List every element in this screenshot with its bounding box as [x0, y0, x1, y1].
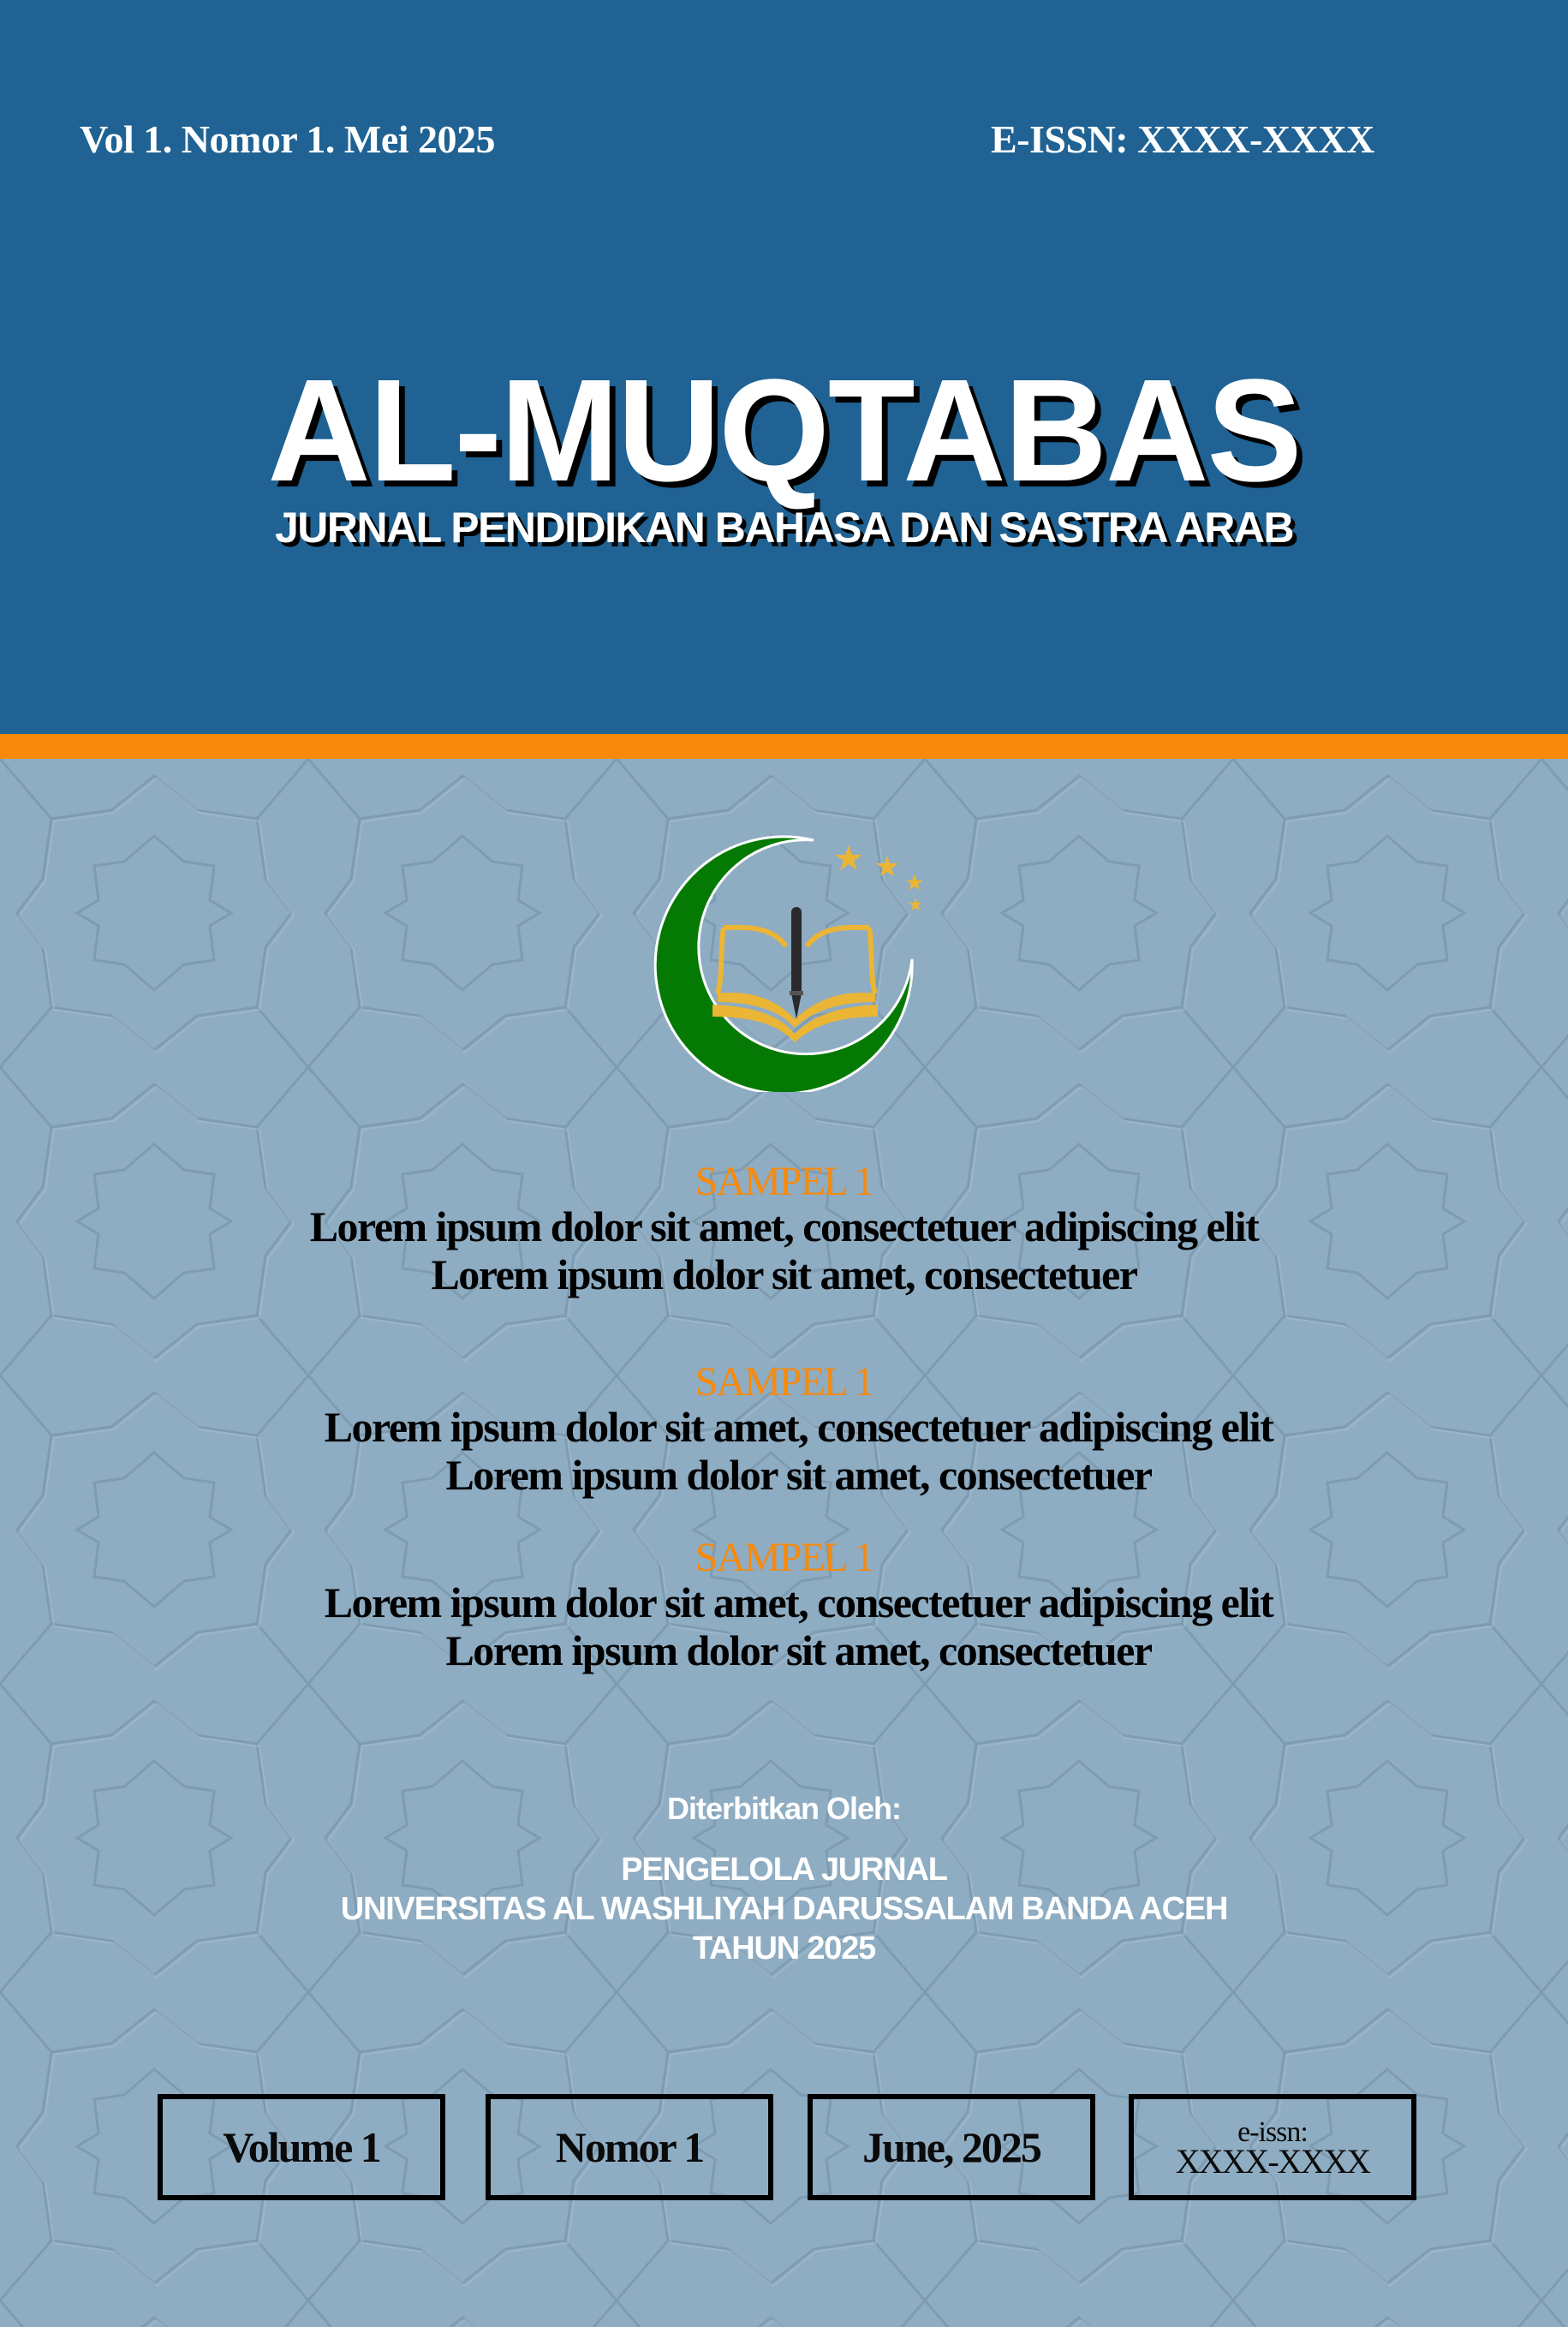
volume-text: Volume 1 [223, 2123, 380, 2171]
publisher-block [0, 1850, 1568, 1968]
article-entry [0, 1359, 1568, 1499]
article-entry [0, 1161, 1568, 1298]
journal-title: AL-MUQTABAS [267, 349, 1301, 512]
publisher-line: PENGELOLA JURNAL [621, 1852, 947, 1888]
article-entry [0, 1537, 1568, 1674]
number-text: Nomor 1 [555, 2123, 704, 2171]
article-title-line: Lorem ipsum dolor sit amet, consectetuer adipiscing elit [324, 1403, 1273, 1451]
publisher-label: Diterbitkan Oleh: [666, 1791, 902, 1826]
publisher-line: UNIVERSITAS AL WASHLIYAH DARUSSALAM BANDA ACEH [340, 1891, 1228, 1927]
crescent-book-pen-stars-icon [651, 826, 925, 1092]
issn-info: E-ISSN: XXXX-XXXX [991, 117, 1374, 161]
article-label: SAMPEL 1 [695, 1535, 873, 1580]
volume-box [158, 2094, 445, 2200]
article-title-line: Lorem ipsum dolor sit amet, consectetuer [445, 1626, 1152, 1674]
date-text: June, 2025 [862, 2123, 1040, 2171]
header-band [0, 0, 1568, 734]
publisher-line: TAHUN 2025 [692, 1930, 876, 1966]
article-title-line: Lorem ipsum dolor sit amet, consectetuer [431, 1250, 1137, 1298]
issue-info: Vol 1. Nomor 1. Mei 2025 [80, 117, 496, 161]
article-label: SAMPEL 1 [695, 1359, 873, 1405]
accent-stripe [0, 734, 1568, 759]
issn-label: e-issn: [1237, 2116, 1308, 2148]
journal-logo [651, 826, 925, 1092]
article-title-line: Lorem ipsum dolor sit amet, consectetuer [445, 1451, 1152, 1499]
article-label: SAMPEL 1 [695, 1159, 873, 1204]
issn-value: XXXX-XXXX [1175, 2142, 1370, 2181]
issn-box [1129, 2094, 1416, 2200]
number-box [486, 2094, 773, 2200]
article-title-line: Lorem ipsum dolor sit amet, consectetuer adipiscing elit [309, 1202, 1259, 1250]
article-title-line: Lorem ipsum dolor sit amet, consectetuer adipiscing elit [324, 1578, 1273, 1626]
date-box [808, 2094, 1095, 2200]
journal-subtitle: JURNAL PENDIDIKAN BAHASA DAN SASTRA ARAB [274, 504, 1294, 552]
